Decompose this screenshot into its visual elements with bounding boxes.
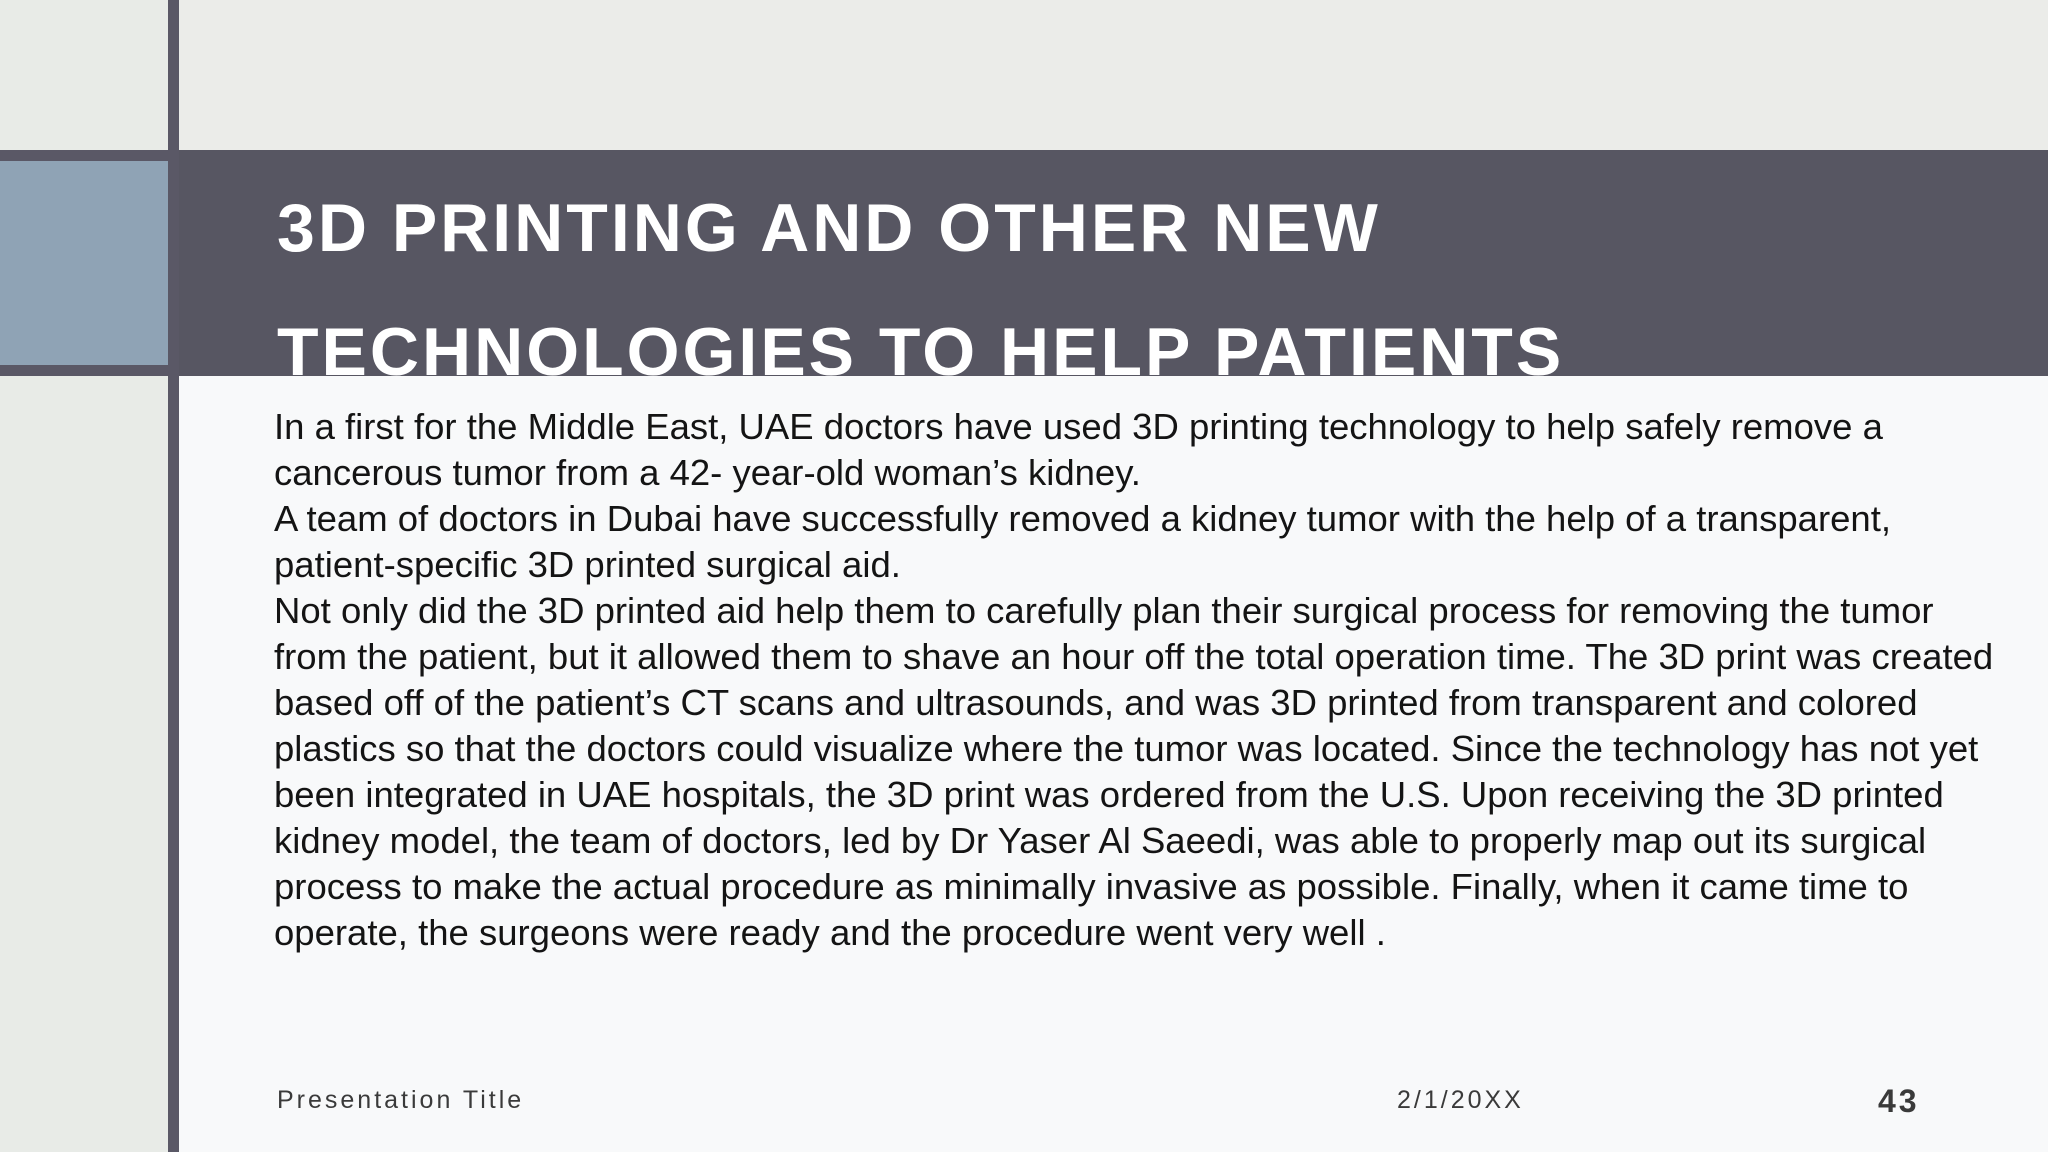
footer-presentation-title: Presentation Title [277,1086,525,1114]
slide-title [277,166,1977,414]
slide-title-line-2: TECHNOLOGIES TO HELP PATIENTS [277,314,1565,390]
slide-title-line-1: 3D PRINTING AND OTHER NEW [277,190,1381,266]
accent-block [0,161,168,365]
vertical-divider [168,0,179,1152]
footer-page-number: 43 [1878,1083,1920,1119]
top-background-band [0,0,2048,150]
body-paragraph-1: In a first for the Middle East, UAE doctors have used 3D printing technology to help safely remove a cancerous tumor from a 42- year-old woman’s kidney. [274,406,1883,493]
slide-body [274,404,1994,956]
footer-date: 2/1/20XX [1397,1086,1524,1114]
horizontal-divider-top [0,150,179,161]
horizontal-divider-bottom [0,365,179,376]
body-paragraph-2: A team of doctors in Dubai have successfully removed a kidney tumor with the help of a transparent, patient-specific 3D printed surgical aid. [274,498,1891,585]
body-paragraph-3: Not only did the 3D printed aid help them to carefully plan their surgical process for removing the tumor from the patient, but it allowed them to shave an hour off the total operation time. The 3D print was created based off of the patient’s CT scans and ultrasounds, and was 3D printed from transparent and colored plastics so that the doctors could visualize where the tumor was located. Since the technology has not yet been integrated in UAE hospitals, the 3D print was ordered from the U.S. Upon receiving the 3D printed kidney model, the team of doctors, led by Dr Yaser Al Saeedi, was able to properly map out its surgical process to make the actual procedure as minimally invasive as possible. Finally, when it came time to operate, the surgeons were ready and the procedure went very well . [274,590,1994,953]
